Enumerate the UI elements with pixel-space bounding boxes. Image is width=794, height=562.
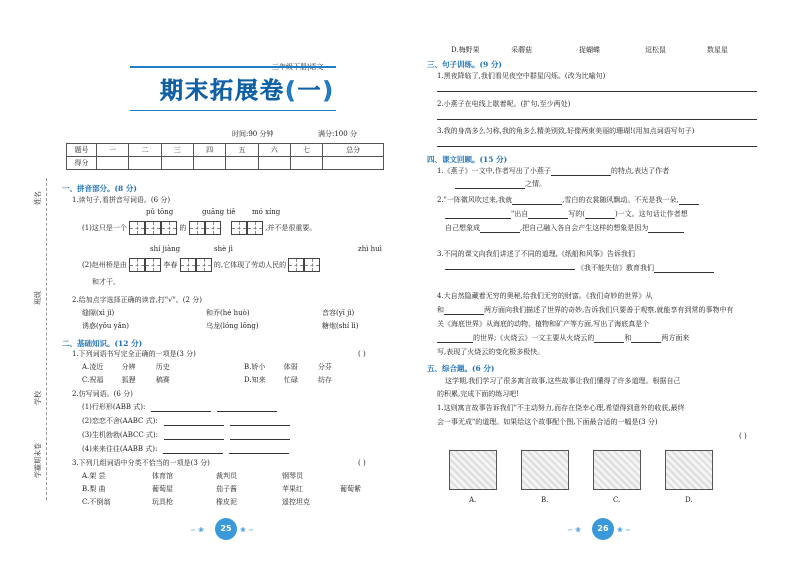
q4-line-1 <box>82 403 277 412</box>
option-text: 裁判员 <box>216 472 237 480</box>
question-3: 1.下列词语书写完全正确的一项是(3 分) <box>72 350 196 358</box>
footer-wave-left: ∽ ❀ <box>567 526 581 534</box>
char-box[interactable] <box>205 221 221 235</box>
s3-question-3: 3.我的身高多么匀称,我的角多么精美别致,好像两束美丽的珊瑚!(用加点词语写句子) <box>437 127 695 135</box>
q4-prompt: (4)来来往往(AABB 式): <box>82 445 158 453</box>
illustration-b[interactable] <box>521 450 569 490</box>
answer-line[interactable] <box>437 139 757 147</box>
illustration-label-a: A. <box>469 496 477 504</box>
page-number: 25 <box>215 518 237 540</box>
score-cell[interactable] <box>258 157 290 170</box>
text: 1.《燕子》一文中,作者写出了小燕子 <box>437 167 551 175</box>
option-text: 橡皮泥 <box>216 498 237 506</box>
top-options-row <box>451 46 728 55</box>
s4-q2-cont2 <box>445 224 684 233</box>
answer-line[interactable] <box>164 418 224 426</box>
option-text: C.不倒翁 <box>82 498 111 506</box>
option-text: C.祝福 <box>82 376 104 384</box>
q4-line-4 <box>82 445 289 454</box>
answer-line[interactable] <box>679 197 699 205</box>
answer-line[interactable] <box>163 446 223 454</box>
char-box[interactable] <box>145 258 161 272</box>
sentence-2-part: 李春 <box>163 261 178 269</box>
option-text: B.梨 曲 <box>82 485 106 493</box>
q4-line-3 <box>82 431 290 440</box>
s5-intro-2: 的积累,完成下面的练习吧! <box>437 390 520 398</box>
section-1-heading: 一、拼音部分。(8 分) <box>62 184 137 193</box>
score-row <box>67 157 384 170</box>
text: 和 <box>437 306 444 314</box>
sentence-1 <box>82 221 316 235</box>
side-label-series: 学霸期末卷 <box>34 443 42 478</box>
q4-prompt: (2)恋恋不舍(AABC 式): <box>82 417 158 425</box>
answer-paren[interactable]: ( ) <box>358 459 366 467</box>
answer-line[interactable] <box>437 335 473 343</box>
option-text: D.梅野果 <box>451 46 480 54</box>
option-text: 遥控坦克 <box>282 498 310 506</box>
pinyin-2: guāng tiě <box>202 208 236 216</box>
text: )一文。这句话让作者想 <box>614 210 688 218</box>
option-text: 钢琴员 <box>282 472 303 480</box>
title-decoration-bottom <box>130 110 336 111</box>
answer-line[interactable] <box>164 432 224 440</box>
answer-line[interactable] <box>437 112 757 120</box>
answer-line[interactable] <box>437 84 757 92</box>
option-text: 忙碌 <box>283 376 298 384</box>
option-text: 苹果红 <box>282 485 303 493</box>
score-cell[interactable] <box>226 157 258 170</box>
sentence-1-part: ,并不是很重要。 <box>265 224 317 232</box>
option-text: 体弱 <box>283 363 298 371</box>
s4-q4d <box>437 334 689 343</box>
char-box[interactable] <box>288 258 304 272</box>
right-page <box>397 0 794 562</box>
answer-line[interactable] <box>445 211 511 219</box>
answer-paren[interactable]: ( ) <box>739 432 747 440</box>
option-text: B.娇小 <box>244 363 266 371</box>
text: 《我不能失信》教育我们 <box>577 264 654 272</box>
sentence-2-end: 和才干。 <box>92 278 120 286</box>
score-cell[interactable] <box>161 157 193 170</box>
option-text: 纺存 <box>318 376 333 384</box>
text: 的特点,表达了作者 <box>610 167 670 175</box>
option-text: 葡萄紫 <box>340 485 361 493</box>
s4-q4e: 写,表现了火烧云的变化极多极快。 <box>437 348 545 356</box>
option-c <box>82 376 170 385</box>
answer-line[interactable] <box>528 211 568 219</box>
side-label-school: 学校 <box>34 391 42 405</box>
s4-q3-cont <box>577 264 714 273</box>
score-header: 五 <box>226 144 258 157</box>
char-box[interactable] <box>145 221 161 235</box>
s5-q1-cont: 会一事无成"的道理。如果给这个故事配个图,下面最合适的一幅是(3 分) <box>437 418 658 426</box>
pinyin-3: mó xíng <box>252 208 281 216</box>
reading-2: 和乔(hé huò) <box>206 309 250 317</box>
answer-line[interactable] <box>594 335 624 343</box>
char-box[interactable] <box>247 221 263 235</box>
binding-line <box>46 178 47 500</box>
char-box[interactable] <box>129 258 145 272</box>
text: 的世界;《火烧云》一文主要从火烧云的 <box>473 334 595 342</box>
text: "出自 <box>511 210 529 218</box>
answer-line[interactable] <box>230 432 290 440</box>
q4-line-2 <box>82 417 290 426</box>
answer-line[interactable] <box>512 197 562 205</box>
question-1: 1.读句子,看拼音写词语。(6 分) <box>72 196 171 204</box>
pinyin-1: pǔ tōng <box>146 208 174 216</box>
char-box[interactable] <box>231 221 247 235</box>
option-a <box>82 363 170 372</box>
sentence-2 <box>82 258 320 272</box>
option-text: A.凌近 <box>82 363 104 371</box>
answer-line[interactable] <box>455 181 525 189</box>
answer-line[interactable] <box>585 211 615 219</box>
option-text: 历史 <box>155 363 170 371</box>
section-3-heading: 三、句子训练。(9 分) <box>427 60 502 69</box>
text: 写的( <box>568 210 585 218</box>
s5-q1: 1.这则寓言故事告诉我们"不主动努力,而存在侥幸心理,希望得到意外的收获,最终 <box>437 404 685 412</box>
score-header: 四 <box>193 144 225 157</box>
reading-3: 音容(yī jì) <box>322 309 355 317</box>
section-2-heading: 二、基础知识。(12 分) <box>62 339 143 348</box>
option-text: 体育馆 <box>152 472 173 480</box>
answer-line[interactable] <box>444 307 484 315</box>
answer-line[interactable] <box>445 262 575 270</box>
text: 之情。 <box>525 180 546 188</box>
q5-option-b <box>82 485 303 494</box>
s4-q4c: 关《海底世界》从海底的动物、植物和矿产等方面,写出了海底真是个 <box>437 320 650 328</box>
text: ,把自己融入各自会产生这样的想象是因为 <box>520 224 649 232</box>
question-4: 2.仿写词语。(6 分) <box>72 390 133 398</box>
illustration-label-c: C. <box>613 496 621 504</box>
score-header: 六 <box>258 144 290 157</box>
footer-wave-right: ❀ ∽ <box>240 526 254 534</box>
pinyin-5: shè jì <box>214 245 233 253</box>
title-decoration <box>130 66 336 68</box>
time-label: 时间:90 分钟 <box>232 130 274 138</box>
score-cell[interactable] <box>323 157 384 170</box>
char-box[interactable] <box>129 221 145 235</box>
score-header: 一 <box>97 144 129 157</box>
s4-q4b <box>437 306 733 315</box>
score-header: 三 <box>161 144 193 157</box>
option-text: 玩具枪 <box>152 498 173 506</box>
answer-line[interactable] <box>631 335 661 343</box>
text: 2."一阵微风吹过来,我就 <box>437 196 513 204</box>
answer-line[interactable] <box>551 168 611 176</box>
s4-q1-cont <box>455 180 546 189</box>
option-text: 采蘑菇 <box>511 46 532 54</box>
s5-intro: 这学期,我们学习了很多寓言故事,这些故事让我们懂得了许多道理。根据自己 <box>445 377 681 385</box>
s4-q2 <box>437 196 699 205</box>
s4-q3: 3.不同的课文向我们讲述了不同的道理,《纸船和风筝》告诉我们 <box>437 250 635 258</box>
answer-line[interactable] <box>229 446 289 454</box>
score-header: 题号 <box>67 144 97 157</box>
answer-line[interactable] <box>654 265 714 273</box>
reading-1: 缝隙(xì jì) <box>82 309 115 317</box>
char-box[interactable] <box>304 258 320 272</box>
footer-wave-right: ❀ ∽ <box>617 526 631 534</box>
text: 两方面来 <box>661 334 690 342</box>
score-row-label: 得分 <box>67 157 97 170</box>
reading-5: 乌龙(lóng lǒng) <box>206 322 259 330</box>
page-title: 期末拓展卷(一) <box>160 78 336 104</box>
option-text: 逗松鼠 <box>645 46 666 54</box>
option-text: 分辨 <box>121 363 136 371</box>
question-2: 2.给加点字选择正确的读音,打"√"。(2 分) <box>72 296 202 304</box>
option-text: D.知来 <box>244 376 266 384</box>
char-box[interactable] <box>161 221 177 235</box>
answer-line[interactable] <box>230 418 290 426</box>
text: 两方面向我们描述了世界的奇妙,告诉我们只要善于观察,就能享有到常的事物中有 <box>484 306 734 314</box>
side-label-name: 姓名 <box>34 191 42 205</box>
answer-line[interactable] <box>217 404 277 412</box>
score-header: 二 <box>129 144 161 157</box>
illustration-d[interactable] <box>665 450 713 490</box>
section-4-heading: 四、课文回顾。(15 分) <box>427 155 508 164</box>
full-score-label: 满分:100 分 <box>318 130 357 138</box>
section-5-heading: 五、综合题。(6 分) <box>427 364 495 373</box>
option-text: 狐狸 <box>121 376 136 384</box>
text: ,雪白的衣裳随风飘动。不光是我一朵, <box>562 196 679 204</box>
pinyin-6: zhì huì <box>358 245 382 253</box>
option-b <box>244 363 332 372</box>
score-header: 七 <box>290 144 322 157</box>
option-text: 捉蝴蝶 <box>579 46 600 54</box>
option-text: 茄子酱 <box>216 485 237 493</box>
score-header-row <box>67 144 384 157</box>
q4-prompt: (3)生机勃勃(ABCC 式): <box>82 431 159 439</box>
score-header: 总分 <box>323 144 384 157</box>
q5-option-c <box>82 498 310 507</box>
illustration-c[interactable] <box>593 450 641 490</box>
score-cell[interactable] <box>129 157 161 170</box>
option-text: 稿赛 <box>155 376 170 384</box>
score-cell[interactable] <box>97 157 129 170</box>
text: 和 <box>624 334 632 342</box>
footer-wave-left: ∽ ❀ <box>190 526 204 534</box>
score-cell[interactable] <box>290 157 322 170</box>
reading-4: 诱惑(yǒu yǎn) <box>82 322 130 330</box>
illustration-label-b: B. <box>541 496 549 504</box>
option-d <box>244 376 332 385</box>
sentence-2-part: 的,它体现了劳动人民的 <box>213 261 287 269</box>
score-table <box>66 143 384 170</box>
answer-line[interactable] <box>480 225 520 233</box>
option-text: 葡萄屋 <box>152 485 173 493</box>
illustration-label-d: D. <box>685 496 693 504</box>
text: 自己想象成 <box>445 224 480 232</box>
side-label-class: 班级 <box>34 291 42 305</box>
option-text: 数星星 <box>707 46 728 54</box>
illustration-a[interactable] <box>449 450 497 490</box>
sentence-2-part: (2)赵州桥是由 <box>82 261 127 269</box>
option-text: A.架 尝 <box>82 472 106 480</box>
sentence-1-part: 的 <box>179 224 187 232</box>
char-box[interactable] <box>180 258 196 272</box>
sentence-1-part: (1)这只是一个 <box>82 224 127 232</box>
char-box[interactable] <box>189 221 205 235</box>
answer-line[interactable] <box>151 404 211 412</box>
s4-q1 <box>437 167 669 176</box>
pinyin-4: shí jiàng <box>150 245 181 253</box>
page-number: 26 <box>592 518 614 540</box>
char-box[interactable] <box>196 258 212 272</box>
answer-line[interactable] <box>648 225 684 233</box>
answer-paren[interactable]: ( ) <box>358 350 366 358</box>
reading-6: 糖炮(shí lì) <box>322 322 359 330</box>
s4-q2-cont <box>445 210 688 219</box>
question-5: 3.下列几组词语中分类不恰当的一项是(3 分) <box>72 459 210 467</box>
option-text: 分芬 <box>317 363 332 371</box>
score-cell[interactable] <box>193 157 225 170</box>
s3-question-2: 2.小燕子在电线上歇着呢。(扩句,至少两处) <box>437 100 571 108</box>
s3-question-1: 1.黑夜降临了,我们看见夜空中群星闪烁。(改为比喻句) <box>437 72 606 80</box>
q4-prompt: (1)行形形(ABB 式): <box>82 403 146 411</box>
s4-q4a: 4.大自然隐藏着无穷的奥秘,给我们无穷的财富。《我们奇妙的世界》从 <box>437 292 653 300</box>
